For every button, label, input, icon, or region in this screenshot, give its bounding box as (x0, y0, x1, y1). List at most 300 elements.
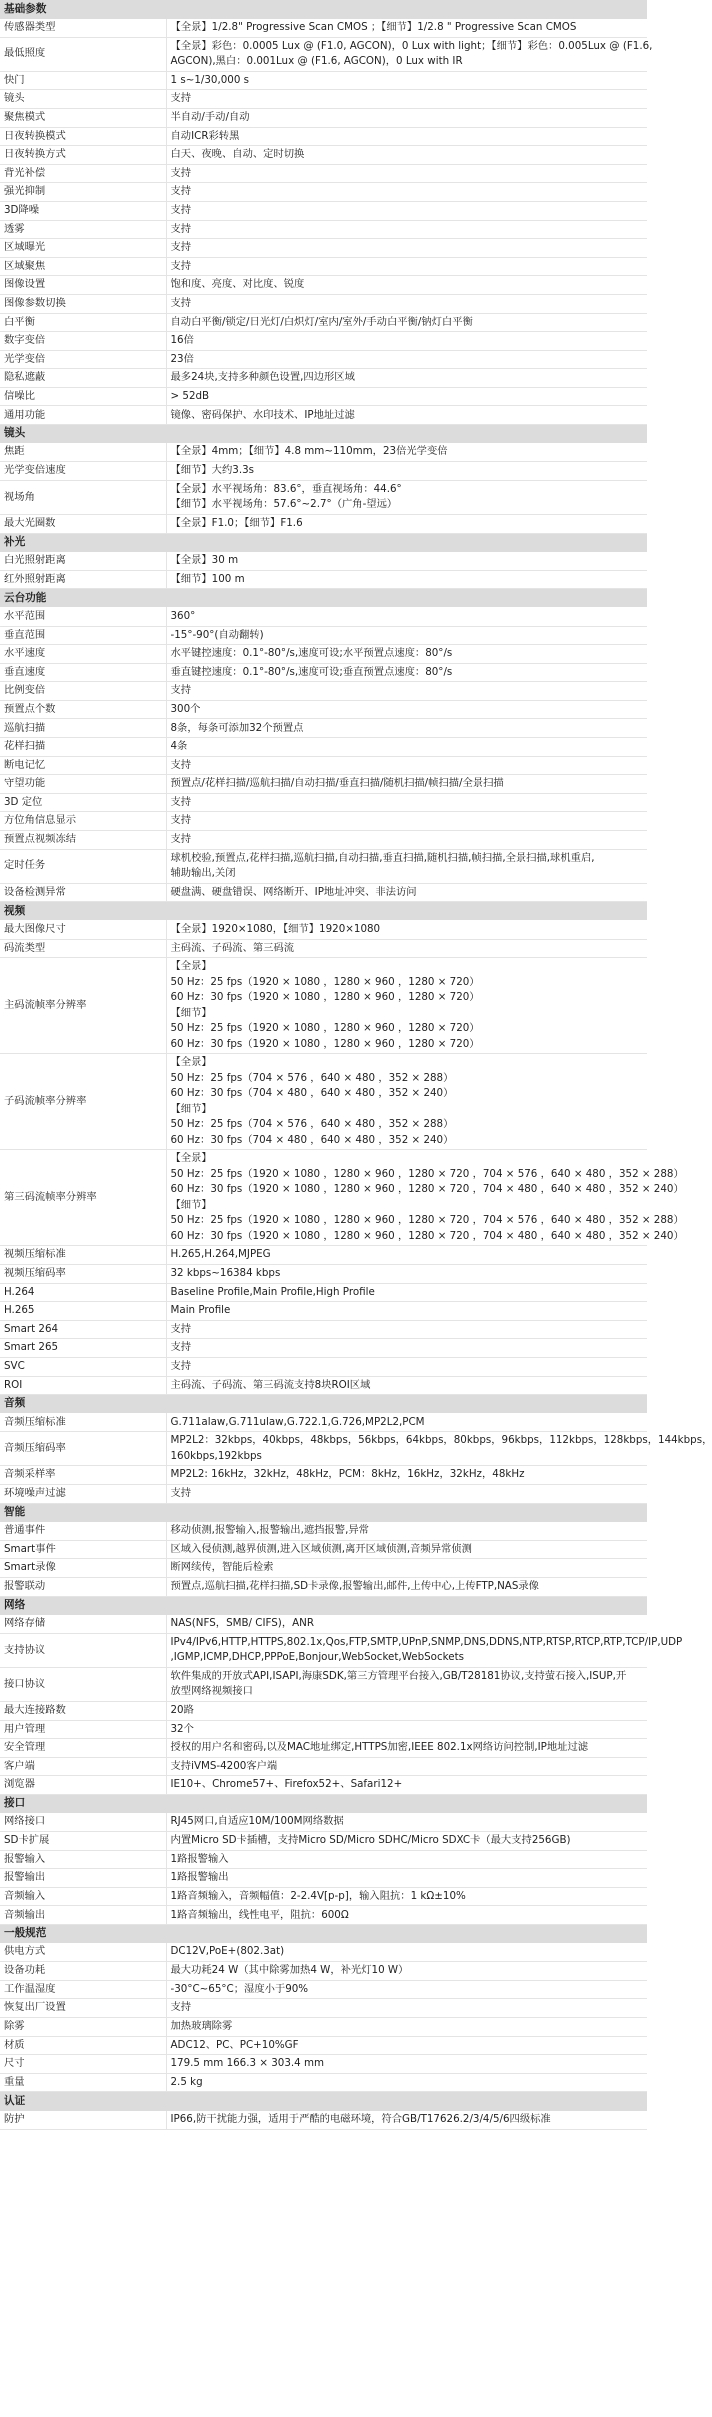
spec-label: 通用功能 (0, 406, 166, 425)
section-header (0, 1794, 647, 1813)
spec-value-line: 8条，每条可添加32个预置点 (170, 721, 304, 734)
spec-row (0, 462, 647, 481)
spec-value (166, 1357, 647, 1376)
spec-label: 设备功耗 (0, 1962, 166, 1981)
spec-row (0, 939, 647, 958)
spec-value-line: 支持 (170, 203, 192, 216)
spec-value-line: 预置点,巡航扫描,花样扫描,SD卡录像,报警输出,邮件,上传中心,上传FTP,NAS录像 (170, 1580, 539, 1593)
spec-value-line: 区域入侵侦测,越界侦测,进入区域侦测,离开区域侦测,音频异常侦测 (170, 1542, 472, 1555)
section-title: 一般规范 (0, 1925, 647, 1944)
section-title: 网络 (0, 1596, 647, 1615)
spec-row (0, 443, 647, 462)
spec-row (0, 276, 647, 295)
spec-value-line: 【全景】水平视场角：83.6°，垂直视场角：44.6° (170, 482, 402, 495)
spec-value-line: 【细节】 (170, 1102, 212, 1115)
spec-label: 水平范围 (0, 607, 166, 626)
spec-label: 音频压缩标准 (0, 1413, 166, 1432)
spec-value-line: 50 Hz：25 fps（1920 × 1080 ，1280 × 960 ，1280 × 720 ，704 × 576 ，640 × 480 ，352 × 288） (170, 1214, 684, 1227)
spec-label: 重量 (0, 2073, 166, 2092)
spec-value-line: 支持 (170, 1487, 192, 1500)
spec-value-line: 支持 (170, 92, 192, 105)
spec-value (166, 1850, 647, 1869)
spec-row (0, 1357, 647, 1376)
spec-row (0, 480, 647, 514)
spec-value-line: ,IGMP,ICMP,DHCP,PPPoE,Bonjour,WebSocket,WebSockets (170, 1651, 464, 1664)
spec-value (166, 19, 647, 38)
spec-value-line: 支持 (170, 185, 192, 198)
spec-value (166, 812, 647, 831)
spec-label: 光学变倍速度 (0, 462, 166, 481)
spec-value (166, 719, 647, 738)
spec-label: 白光照射距离 (0, 552, 166, 571)
spec-label: 最大连接路数 (0, 1701, 166, 1720)
spec-value-line: > 52dB (170, 389, 210, 402)
spec-value-line: Main Profile (170, 1304, 231, 1317)
spec-value-line: 【细节】 (170, 1006, 212, 1019)
spec-value (166, 2018, 647, 2037)
spec-row (0, 1559, 647, 1578)
spec-value-line: 【细节】大约3.3s (170, 464, 255, 477)
spec-row (0, 108, 647, 127)
spec-value-line: 水平键控速度：0.1°-80°/s,速度可设;水平预置点速度：80°/s (170, 647, 453, 660)
spec-value-line: 支持 (170, 814, 192, 827)
spec-value (166, 313, 647, 332)
spec-label: 工作温湿度 (0, 1980, 166, 1999)
spec-label: 区域聚焦 (0, 257, 166, 276)
spec-label: 除雾 (0, 2018, 166, 2037)
spec-label: 支持协议 (0, 1633, 166, 1667)
spec-row (0, 2036, 647, 2055)
spec-value (166, 700, 647, 719)
spec-label: ROI (0, 1376, 166, 1395)
spec-label: Smart录像 (0, 1559, 166, 1578)
spec-value (166, 257, 647, 276)
spec-value-line: 50 Hz：25 fps（1920 × 1080 ，1280 × 960 ，1280 × 720） (170, 975, 480, 988)
spec-value-line: 【全景】F1.0；【细节】F1.6 (170, 516, 303, 529)
spec-value-line: 支持 (170, 259, 192, 272)
section-title: 视频 (0, 902, 647, 921)
spec-value (166, 1413, 647, 1432)
spec-label: 预置点视频冻结 (0, 831, 166, 850)
spec-label: 白平衡 (0, 313, 166, 332)
spec-label: 守望功能 (0, 775, 166, 794)
spec-value (166, 1432, 712, 1466)
spec-row (0, 1739, 647, 1758)
spec-row (0, 1485, 647, 1504)
spec-value (166, 920, 647, 939)
spec-row (0, 756, 647, 775)
spec-label: 主码流帧率分辨率 (0, 958, 166, 1054)
spec-value (166, 1466, 647, 1485)
spec-value (166, 1522, 647, 1541)
spec-value-line: 【全景】1/2.8" Progressive Scan CMOS ；【细节】1/2.8 " Progressive Scan CMOS (170, 20, 577, 33)
spec-row (0, 645, 647, 664)
spec-value (166, 626, 647, 645)
spec-value (166, 1577, 647, 1596)
spec-value (166, 570, 647, 589)
spec-label: 客户端 (0, 1757, 166, 1776)
spec-value (166, 1264, 647, 1283)
spec-row (0, 90, 647, 109)
spec-row (0, 294, 647, 313)
spec-row (0, 883, 647, 902)
spec-value (166, 127, 647, 146)
spec-value (166, 183, 647, 202)
spec-value-line: 【全景】30 m (170, 553, 239, 566)
spec-value-line: 2.5 kg (170, 2075, 203, 2088)
spec-value (166, 1980, 647, 1999)
spec-label: 防护 (0, 2111, 166, 2130)
spec-value-line: 支持 (170, 222, 192, 235)
spec-value (166, 645, 647, 664)
spec-label: 信噪比 (0, 387, 166, 406)
spec-row (0, 1432, 647, 1466)
spec-label: 聚焦模式 (0, 108, 166, 127)
spec-label: 视频压缩码率 (0, 1264, 166, 1283)
spec-value (166, 108, 647, 127)
spec-row (0, 239, 647, 258)
spec-value-line: 支持 (170, 241, 192, 254)
spec-label: 巡航扫描 (0, 719, 166, 738)
spec-label: 视频压缩标准 (0, 1246, 166, 1265)
spec-value (166, 552, 647, 571)
spec-value (166, 1485, 647, 1504)
spec-row (0, 1376, 647, 1395)
spec-value-line: 23倍 (170, 352, 194, 365)
spec-row (0, 958, 647, 1054)
spec-label: 预置点个数 (0, 700, 166, 719)
spec-label: 红外照射距离 (0, 570, 166, 589)
spec-label: 第三码流帧率分辨率 (0, 1150, 166, 1246)
spec-label: 断电记忆 (0, 756, 166, 775)
spec-label: 定时任务 (0, 849, 166, 883)
spec-value (166, 2111, 647, 2130)
spec-value-line: 支持 (170, 2001, 192, 2014)
spec-value (166, 1054, 647, 1150)
spec-row (0, 1869, 647, 1888)
spec-value (166, 1757, 647, 1776)
spec-value-line: 60 Hz：30 fps（1920 × 1080 ，1280 × 960 ，1280 × 720） (170, 1037, 480, 1050)
spec-row (0, 164, 647, 183)
spec-value-line: 1路音频输出，线性电平，阻抗：600Ω (170, 1908, 349, 1921)
spec-label: 比例变倍 (0, 682, 166, 701)
spec-value (166, 1339, 647, 1358)
spec-value (166, 1615, 647, 1634)
spec-value (166, 37, 653, 71)
spec-value-line: 自动白平衡/锁定/日光灯/白炽灯/室内/室外/手动白平衡/钠灯白平衡 (170, 315, 473, 328)
spec-label: 快门 (0, 71, 166, 90)
spec-value (166, 1376, 647, 1395)
spec-row (0, 1413, 647, 1432)
spec-value (166, 775, 647, 794)
spec-label: 接口协议 (0, 1667, 166, 1701)
spec-label: 花样扫描 (0, 738, 166, 757)
spec-value-line: DC12V,PoE+(802.3at) (170, 1945, 285, 1958)
spec-row (0, 1813, 647, 1832)
spec-value (166, 1962, 647, 1981)
spec-value (166, 1283, 647, 1302)
spec-value (166, 607, 647, 626)
spec-value-line: 支持 (170, 795, 192, 808)
spec-value-line: 【细节】100 m (170, 572, 245, 585)
spec-row (0, 1701, 647, 1720)
spec-label: 音频输出 (0, 1906, 166, 1925)
spec-row (0, 146, 647, 165)
spec-value (166, 350, 647, 369)
spec-row (0, 2073, 647, 2092)
spec-value (166, 1150, 684, 1246)
spec-value-line: 1路报警输入 (170, 1852, 229, 1865)
spec-label: 传感器类型 (0, 19, 166, 38)
spec-value-line: 支持 (170, 684, 192, 697)
section-header (0, 1503, 647, 1522)
spec-row (0, 812, 647, 831)
spec-row (0, 700, 647, 719)
spec-value-line: 【全景】 (170, 1056, 212, 1069)
spec-value-line: Baseline Profile,Main Profile,High Profile (170, 1285, 375, 1298)
spec-value (166, 514, 647, 533)
spec-value (166, 462, 647, 481)
spec-row (0, 71, 647, 90)
spec-label: 最大图像尺寸 (0, 920, 166, 939)
spec-value (166, 756, 647, 775)
spec-value (166, 387, 647, 406)
spec-row (0, 1615, 647, 1634)
spec-value-line: 硬盘满、硬盘错误、网络断开、IP地址冲突、非法访问 (170, 885, 417, 898)
spec-value (166, 90, 647, 109)
spec-label: 强光抑制 (0, 183, 166, 202)
spec-label: 3D降噪 (0, 201, 166, 220)
spec-value (166, 332, 647, 351)
spec-value-line: 白天、夜晚、自动、定时切换 (170, 148, 305, 161)
spec-row (0, 1320, 647, 1339)
section-header (0, 425, 647, 444)
spec-label: 音频采样率 (0, 1466, 166, 1485)
spec-row (0, 220, 647, 239)
spec-row (0, 570, 647, 589)
spec-label: 报警联动 (0, 1577, 166, 1596)
section-title: 音频 (0, 1395, 647, 1414)
spec-row (0, 1150, 647, 1246)
spec-value (166, 1739, 647, 1758)
spec-value-line: 50 Hz：25 fps（1920 × 1080 ，1280 × 960 ，1280 × 720） (170, 1022, 480, 1035)
spec-value-line: 饱和度、亮度、对比度、锐度 (170, 278, 305, 291)
spec-label: H.264 (0, 1283, 166, 1302)
spec-label: 垂直范围 (0, 626, 166, 645)
spec-row (0, 2111, 647, 2130)
spec-value-line: 360° (170, 609, 196, 622)
section-header (0, 533, 647, 552)
spec-value-line: 移动侦测,报警输入,报警输出,遮挡报警,异常 (170, 1523, 369, 1536)
spec-value (166, 146, 647, 165)
spec-row (0, 682, 647, 701)
spec-value (166, 369, 647, 388)
spec-label: 视场角 (0, 480, 166, 514)
spec-value-line: 辅助输出,关闭 (170, 867, 236, 880)
spec-value (166, 1999, 647, 2018)
spec-value (166, 1776, 647, 1795)
spec-value (166, 958, 647, 1054)
spec-row (0, 1887, 647, 1906)
spec-value (166, 849, 647, 883)
spec-value-line: MP2L2: 16kHz，32kHz，48kHz，PCM：8kHz，16kHz，32kHz，48kHz (170, 1468, 525, 1481)
spec-row (0, 514, 647, 533)
spec-value-line: RJ45网口,自适应10M/100M网络数据 (170, 1815, 344, 1828)
spec-label: 尺寸 (0, 2055, 166, 2074)
spec-label: 供电方式 (0, 1943, 166, 1962)
spec-value (166, 883, 647, 902)
spec-value-line: 60 Hz：30 fps（704 × 480 ，640 × 480 ，352 × 240） (170, 1087, 454, 1100)
spec-label: 普通事件 (0, 1522, 166, 1541)
spec-row (0, 607, 647, 626)
spec-row (0, 369, 647, 388)
spec-label: 报警输入 (0, 1850, 166, 1869)
spec-value (166, 71, 647, 90)
spec-label: 镜头 (0, 90, 166, 109)
spec-label: 用户管理 (0, 1720, 166, 1739)
spec-value (166, 1667, 647, 1701)
section-title: 基础参数 (0, 0, 647, 19)
spec-value-line: 支持 (170, 296, 192, 309)
spec-value (166, 831, 647, 850)
spec-value (166, 1813, 647, 1832)
spec-label: 音频压缩码率 (0, 1432, 166, 1466)
spec-row (0, 37, 647, 71)
spec-value-line: 60 Hz：30 fps（1920 × 1080 ，1280 × 960 ，1280 × 720 ，704 × 480 ，640 × 480 ，352 × 240） (170, 1229, 684, 1242)
spec-value (166, 682, 647, 701)
section-title: 认证 (0, 2092, 647, 2111)
spec-value-line: 1路音频输入，音频幅值：2-2.4V[p-p]，输入阻抗：1 kΩ±10% (170, 1889, 466, 1902)
spec-label: Smart 265 (0, 1339, 166, 1358)
spec-value-line: 支持 (170, 1341, 192, 1354)
spec-value (166, 1633, 683, 1667)
section-header (0, 2092, 647, 2111)
spec-row (0, 793, 647, 812)
spec-value-line: 最大功耗24 W（其中除雾加热4 W，补光灯10 W） (170, 1964, 409, 1977)
spec-label: 光学变倍 (0, 350, 166, 369)
spec-value (166, 1540, 647, 1559)
section-title: 补光 (0, 533, 647, 552)
spec-label: 最低照度 (0, 37, 166, 71)
spec-value (166, 1302, 647, 1321)
spec-value-line: 断网续传，智能后检索 (170, 1561, 274, 1574)
spec-value-line: AGCON),黑白：0.001Lux @ (F1.6, AGCON)，0 Lux with IR (170, 55, 463, 68)
spec-value-line: 32个 (170, 1722, 194, 1735)
spec-label: H.265 (0, 1302, 166, 1321)
spec-value (166, 220, 647, 239)
spec-row (0, 1980, 647, 1999)
spec-row (0, 1943, 647, 1962)
spec-label: 网络接口 (0, 1813, 166, 1832)
spec-label: 图像参数切换 (0, 294, 166, 313)
spec-row (0, 257, 647, 276)
spec-row (0, 387, 647, 406)
spec-row (0, 1264, 647, 1283)
spec-row (0, 1577, 647, 1596)
spec-row (0, 1757, 647, 1776)
spec-value-line: 支持 (170, 1322, 192, 1335)
spec-value-line: ADC12、PC、PC+10%GF (170, 2038, 299, 2051)
spec-value (166, 164, 647, 183)
spec-value (166, 1720, 647, 1739)
section-header (0, 1395, 647, 1414)
spec-value (166, 443, 647, 462)
spec-label: 垂直速度 (0, 663, 166, 682)
spec-row (0, 1633, 647, 1667)
spec-value-line: 300个 (170, 702, 201, 715)
spec-row (0, 127, 647, 146)
spec-value-line: 【全景】 (170, 1152, 212, 1165)
spec-row (0, 719, 647, 738)
spec-value-line: 内置Micro SD卡插槽，支持Micro SD/Micro SDHC/Micro SDXC卡（最大支持256GB) (170, 1834, 571, 1847)
spec-row (0, 1667, 647, 1701)
spec-value (166, 2073, 647, 2092)
spec-label: 浏览器 (0, 1776, 166, 1795)
spec-value (166, 939, 647, 958)
spec-value-line: NAS(NFS，SMB/ CIFS)，ANR (170, 1616, 315, 1629)
spec-label: 3D 定位 (0, 793, 166, 812)
spec-value-line: 支持iVMS-4200客户端 (170, 1759, 278, 1772)
spec-value-line: 垂直键控速度：0.1°-80°/s,速度可设;垂直预置点速度：80°/s (170, 665, 453, 678)
spec-value-line: 软件集成的开放式API,ISAPI,海康SDK,第三方管理平台接入,GB/T28181协议,支持萤石接入,ISUP,开 (170, 1669, 627, 1682)
spec-label: 报警输出 (0, 1869, 166, 1888)
spec-row (0, 1720, 647, 1739)
spec-row (0, 406, 647, 425)
spec-value-line: 自动ICR彩转黑 (170, 129, 240, 142)
spec-value-line: 半自动/手动/自动 (170, 111, 250, 124)
spec-value-line: 放型网络视频接口 (170, 1685, 253, 1698)
section-title: 镜头 (0, 425, 647, 444)
spec-row (0, 1850, 647, 1869)
spec-label: 最大光圈数 (0, 514, 166, 533)
spec-row (0, 831, 647, 850)
spec-value-line: 主码流、子码流、第三码流支持8块ROI区域 (170, 1378, 371, 1391)
spec-value (166, 239, 647, 258)
spec-value (166, 1943, 647, 1962)
spec-label: 材质 (0, 2036, 166, 2055)
spec-row (0, 1283, 647, 1302)
spec-row (0, 1246, 647, 1265)
spec-value (166, 276, 647, 295)
spec-row (0, 2018, 647, 2037)
spec-label: 日夜转换模式 (0, 127, 166, 146)
spec-value (166, 2055, 647, 2074)
spec-row (0, 1999, 647, 2018)
spec-row (0, 626, 647, 645)
spec-value (166, 1246, 647, 1265)
section-header (0, 902, 647, 921)
spec-label: 网络存储 (0, 1615, 166, 1634)
spec-value-line: 50 Hz：25 fps（704 × 576 ，640 × 480 ，352 × 288） (170, 1071, 454, 1084)
spec-label: 日夜转换方式 (0, 146, 166, 165)
spec-label: 设备检测异常 (0, 883, 166, 902)
spec-row (0, 1962, 647, 1981)
spec-row (0, 1540, 647, 1559)
section-title: 云台功能 (0, 589, 647, 608)
spec-value (166, 1559, 647, 1578)
spec-row (0, 19, 647, 38)
spec-value (166, 480, 647, 514)
spec-value-line: 60 Hz：30 fps（1920 × 1080 ，1280 × 960 ，1280 × 720） (170, 991, 480, 1004)
spec-value-line: 加热玻璃除雾 (170, 2020, 233, 2033)
spec-value (166, 1832, 647, 1851)
spec-value-line: 4条 (170, 740, 188, 753)
spec-value-line: 镜像、密码保护、水印技术、IP地址过滤 (170, 408, 355, 421)
spec-value-line: 球机校验,预置点,花样扫描,巡航扫描,自动扫描,垂直扫描,随机扫描,帧扫描,全景扫描,球机重启, (170, 851, 595, 864)
spec-value (166, 663, 647, 682)
section-header (0, 1925, 647, 1944)
spec-value (166, 793, 647, 812)
